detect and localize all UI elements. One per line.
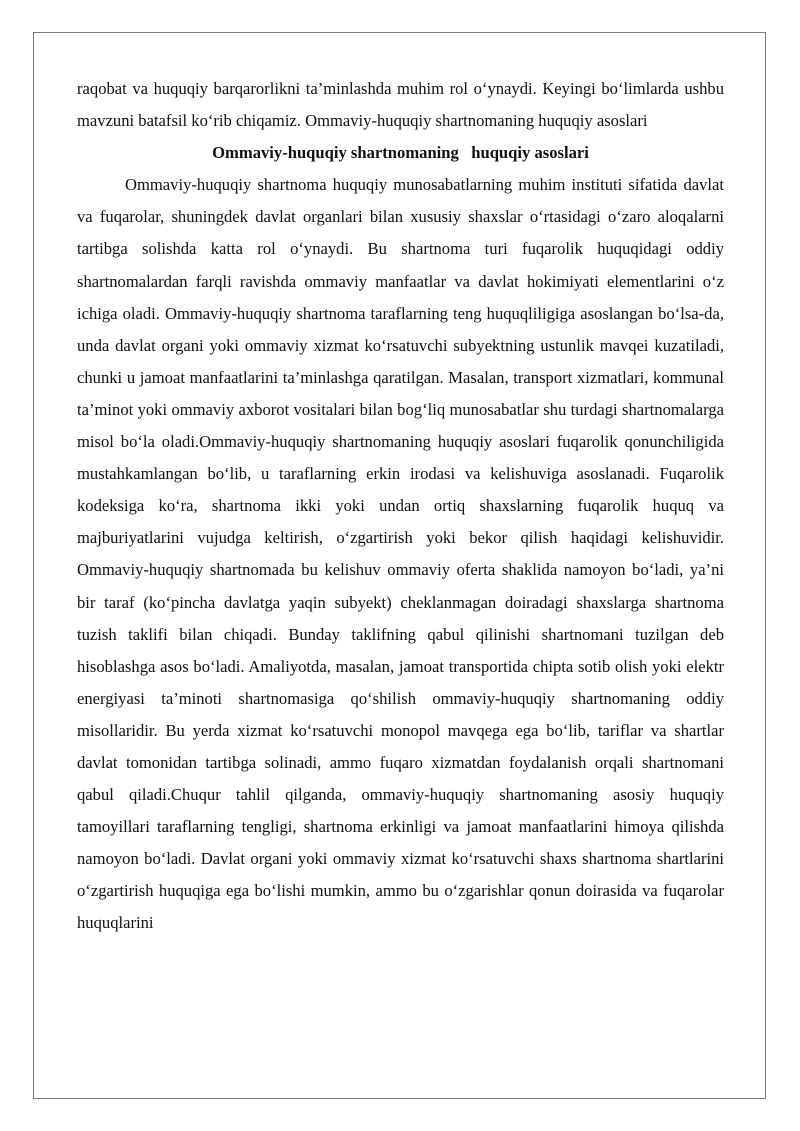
section-heading: Ommaviy-huquqiy shartnomaning huquqiy asoslari (212, 143, 589, 163)
document-body (77, 73, 724, 940)
body-paragraph: Ommaviy-huquqiy shartnoma huquqiy munosabatlarning muhim instituti sifatida davlat va fuqarolar, shuningdek davlat organlari bilan xususiy shaxslar o‘rtasidagi o‘zaro aloqalarni tartibga solishda katta rol o‘ynaydi. Bu shartnoma turi fuqarolik huquqidagi oddiy shartnomalardan farqli ravishda ommaviy manfaatlar va davlat hokimiyati elementlarini o‘z ichiga oladi. Ommaviy-huquqiy shartnoma taraflarning teng huquqliligiga asoslangan bo‘lsa-da, unda davlat organi yoki ommaviy xizmat ko‘rsatuvchi subyektning ustunlik mavqei kuzatiladi, chunki u jamoat manfaatlarini ta’minlashga qaratilgan. Masalan, transport xizmatlari, kommunal ta’minot yoki ommaviy axborot vositalari bilan bog‘liq munosabatlar shu turdagi shartnomalarga misol bo‘la oladi.Ommaviy-huquqiy shartnomaning huquqiy asoslari fuqarolik qonunchiligida mustahkamlangan bo‘lib, u taraflarning erkin irodasi va kelishuviga asoslanadi. Fuqarolik kodeksiga ko‘ra, shartnoma ikki yoki undan ortiq shaxslarning fuqarolik huquq va majburiyatlarini vujudga keltirish, o‘zgartirish yoki bekor qilish haqidagi kelishuvidir. Ommaviy-huquqiy shartnomada bu kelishuv ommaviy oferta shaklida namoyon bo‘ladi, ya’ni bir taraf (ko‘pincha davlatga yaqin subyekt) cheklanmagan doiradagi shaxslarga shartnoma tuzish taklifi bilan chiqadi. Bunday taklifning qabul qilinishi shartnomani tuzilgan deb hisoblashga asos bo‘ladi. Amaliyotda, masalan, jamoat transportida chipta sotib olish yoki elektr energiyasi ta’minoti shartnomasiga qo‘shilish ommaviy-huquqiy shartnomaning oddiy misollaridir. Bu yerda xizmat ko‘rsatuvchi monopol mavqega ega bo‘lib, tariflar va shartlar davlat tomonidan tartibga solinadi, ammo fuqaro xizmatdan foydalanish orqali shartnomani qabul qiladi.Chuqur tahlil qilganda, ommaviy-huquqiy shartnomaning asosiy huquqiy tamoyillari taraflarning tengligi, shartnoma erkinligi va jamoat manfaatlarini himoya qilishda namoyon bo‘ladi. Davlat organi yoki ommaviy xizmat ko‘rsatuvchi shaxs shartnoma shartlarini o‘zgartirish huquqiga ega bo‘lishi mumkin, ammo bu o‘zgarishlar qonun doirasida va fuqarolar huquqlarini (77, 175, 724, 933)
intro-paragraph: raqobat va huquqiy barqarorlikni ta’minlashda muhim rol o‘ynaydi. Keyingi bo‘limlarda ushbu mavzuni batafsil ko‘rib chiqamiz. Ommaviy-huquqiy shartnomaning huquqiy asoslari (77, 79, 724, 131)
